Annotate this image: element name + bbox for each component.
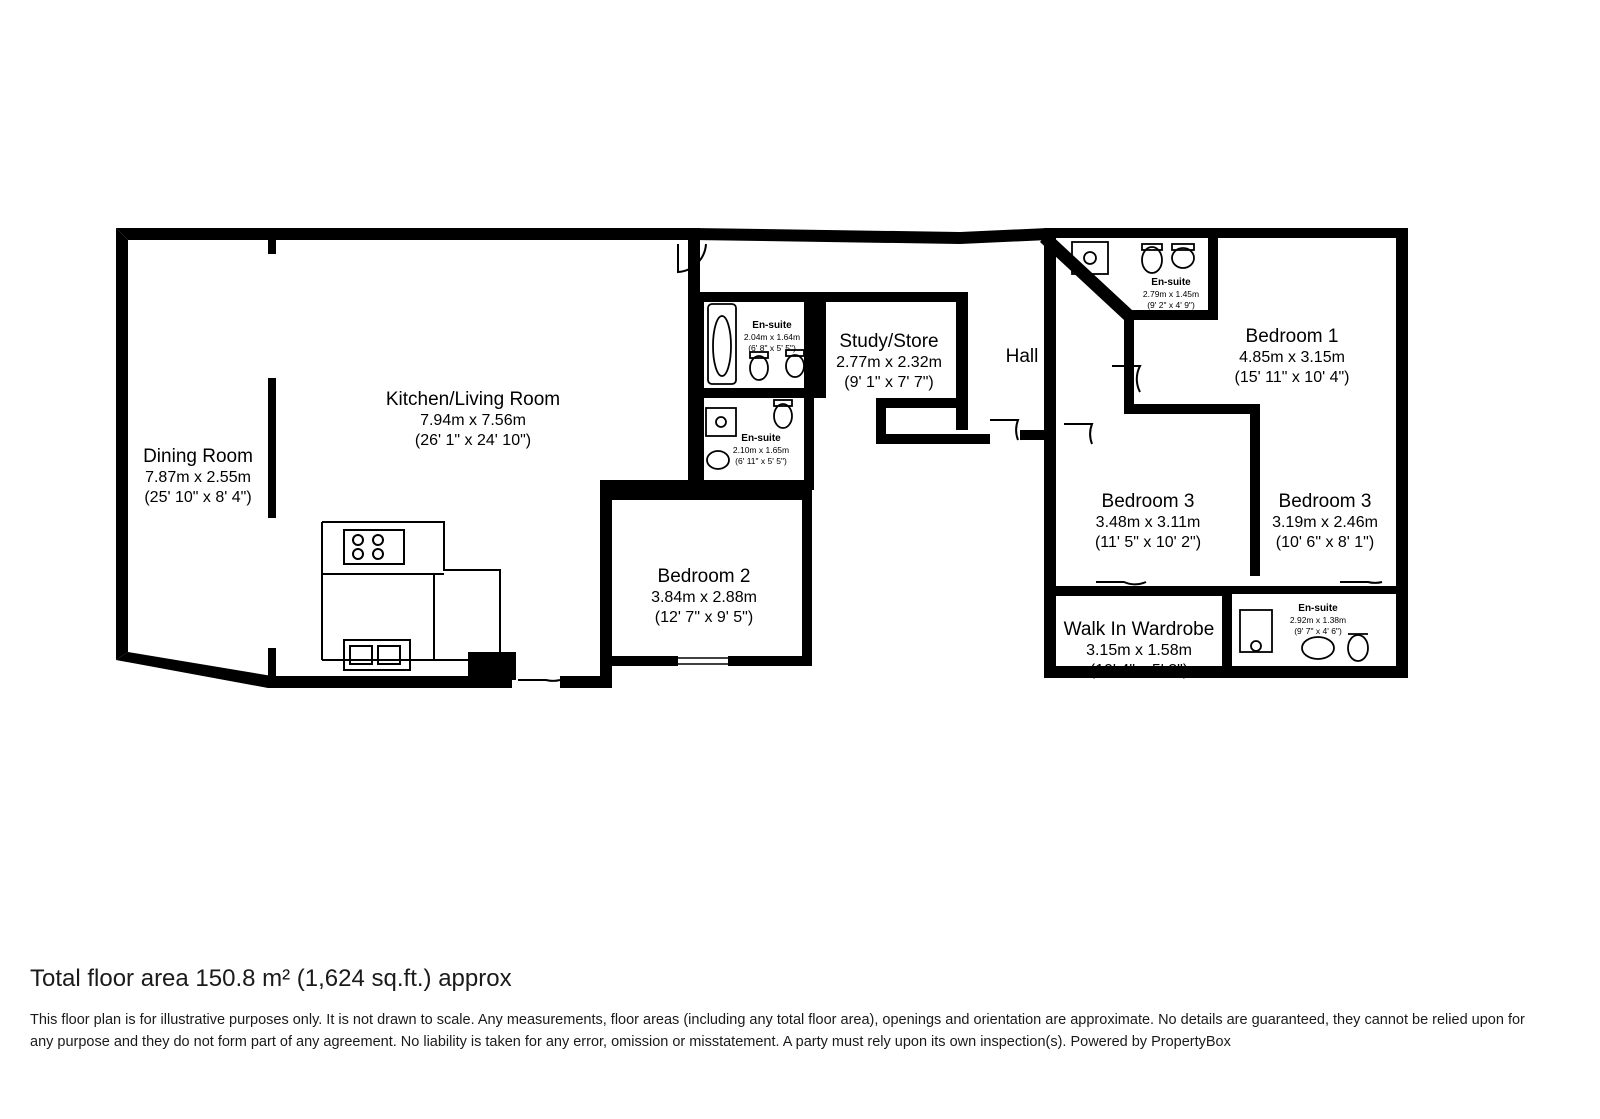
disclaimer-text: This floor plan is for illustrative purposes only. It is not drawn to scale. Any measurements, floor areas (including any total floor area), openings and orientation are approximate. No details are guaranteed, they cannot be relied upon for any purpose and they do not form part of any agreement. No liability is taken for any error, omission or misstatement. A party must rely upon its own inspection(s). Powered by PropertyBox xyxy=(30,1012,1525,1051)
total-floor-area: Total floor area 150.8 m² (1,624 sq.ft.) approx xyxy=(30,965,512,992)
room-label-bedroom-3-left: Bedroom 3 3.48m x 3.11m (11' 5" x 10' 2") xyxy=(1094,491,1202,551)
room-label-dining-room: Dining Room 7.87m x 2.55m (25' 10" x 8' 4") xyxy=(143,446,253,506)
room-label-ensuite-bedroom-1: En-suite 2.79m x 1.45m (9' 2" x 4' 9") xyxy=(1142,277,1200,310)
footer xyxy=(30,965,1560,1054)
room-label-ensuite-bottom: En-suite 2.92m x 1.38m (9' 7" x 4' 6") xyxy=(1289,603,1347,636)
room-label-walk-in-wardrobe: Walk In Wardrobe 3.15m x 1.58m (10' 4" x 5' 2") xyxy=(1063,619,1215,679)
room-label-bedroom-2: Bedroom 2 3.84m x 2.88m (12' 7" x 9' 5") xyxy=(651,566,757,626)
bedroom3-stubs xyxy=(1250,430,1258,470)
room-label-ensuite-2: En-suite 2.10m x 1.65m (6' 11" x 5' 5") xyxy=(732,433,790,466)
room-label-bedroom-3-right: Bedroom 3 3.19m x 2.46m (10' 6" x 8' 1") xyxy=(1272,491,1378,551)
room-label-study-store: Study/Store 2.77m x 2.32m (9' 1" x 7' 7") xyxy=(836,331,942,391)
room-label-bedroom-1: Bedroom 1 4.85m x 3.15m (15' 11" x 10' 4") xyxy=(1234,326,1350,386)
ensuite-bedroom1-fixtures xyxy=(1072,242,1194,274)
kitchen-fixtures xyxy=(322,522,500,670)
room-label-hall: Hall xyxy=(1005,346,1039,367)
room-label-kitchen-living: Kitchen/Living Room 7.94m x 7.56m (26' 1" x 24' 10") xyxy=(385,389,561,449)
bedroom2-window xyxy=(676,658,730,664)
room-label-ensuite-1: En-suite 2.04m x 1.64m (6' 8" x 5' 5") xyxy=(743,320,801,353)
